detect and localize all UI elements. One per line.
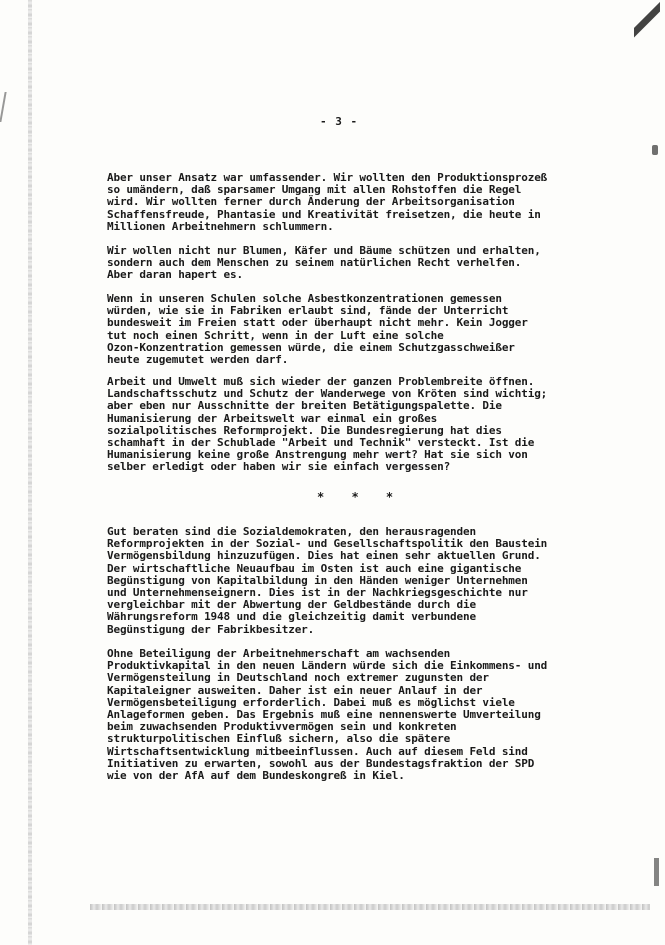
page-number: - 3 - — [320, 115, 359, 128]
section-separator: * * * — [317, 490, 404, 504]
scan-mark-right — [652, 145, 658, 155]
paragraph-5: Gut beraten sind die Sozialdemokraten, den herausragenden Reformprojekten in der Sozial- und Gesellschaftspolitik den Baustein Vermögensbildung hinzuzufügen. Dies hat einen sehr aktuellen Grund. Der wirtschaftliche Neuaufbau im Osten ist auch eine gigantische Begünstigung von Kapitalbildung in den Händen weniger Unternehmen und Unternehmenseignern. Dies ist in der Nachkriegsgeschichte nur vergleichbar mit der Abwertung der Geldbestände durch die Währungsreform 1948 und die gleichzeitig damit verbundene Begünstigung der Fabrikbesitzer. — [107, 525, 548, 636]
scan-mark-top-left — [0, 92, 21, 122]
paragraph-2: Wir wollen nicht nur Blumen, Käfer und Bäume schützen und erhalten, sondern auch dem Menschen zu seinem natürlichen Recht verhelfen. Aber daran hapert es. — [107, 244, 541, 282]
scan-mark-right-bottom — [654, 858, 659, 886]
scan-mark-top-right — [634, 2, 660, 40]
paragraph-1: Aber unser Ansatz war umfassender. Wir wollten den Produktionsprozeß so umändern, daß sparsamer Umgang mit allen Rohstoffen die Regel wird. Wir wollten ferner durch Änderung der Arbeitsorganisation Schaffensfreude, Phantasie und Kreativität freisetzen, die heute in Millionen Arbeitnehmern schlummern. — [107, 171, 548, 233]
paragraph-6: Ohne Beteiligung der Arbeitnehmerschaft am wachsenden Produktivkapital in den neuen Ländern würde sich die Einkommens- und Vermögensteilung in Deutschland noch extremer zugunsten der Kapitaleigner ausweiten. Daher ist ein neuer Anlauf in der Vermögensbeteiligung erforderlich. Dabei muß es möglichst viele Anlageformen geben. Das Ergebnis muß eine nennenswerte Umverteilung beim zuwachsenden Produktivvermögen sein und konkreten strukturpolitischen Einfluß sichern, also die spätere Wirtschaftsentwicklung mitbeeinflussen. Auch auf diesem Feld sind Initiativen zu erwarten, sowohl aus der Bundestagsfraktion der SPD wie von der AfA auf dem Bundeskongreß in Kiel. — [107, 647, 548, 783]
paragraph-3: Wenn in unseren Schulen solche Asbestkonzentrationen gemessen würden, wie sie in Fabriken erlaubt sind, fände der Unterricht bundesweit im Freien statt oder überhaupt nicht mehr. Kein Jogger tut noch einen Schritt, wenn in der Luft eine solche Ozon-Konzentration gemessen würde, die einem Schutzgasschweißer heute zugemutet werden darf. — [107, 292, 528, 367]
scan-bottom-artifact — [90, 904, 650, 910]
paragraph-4: Arbeit und Umwelt muß sich wieder der ganzen Problembreite öffnen. Landschaftsschutz und Schutz der Wanderwege von Kröten sind wichtig; aber eben nur Ausschnitte der breiten Betätigungspalette. Die Humanisierung der Arbeitswelt war einmal ein großes sozialpolitisches Reformprojekt. Die Bundesregierung hat dies schamhaft in der Schublade "Arbeit und Technik" versteckt. Ist die Humanisierung keine große Anstrengung mehr wert? Hat sie sich von selber erledigt oder haben wir sie einfach vergessen? — [107, 375, 548, 474]
scan-edge-artifact — [28, 0, 32, 945]
